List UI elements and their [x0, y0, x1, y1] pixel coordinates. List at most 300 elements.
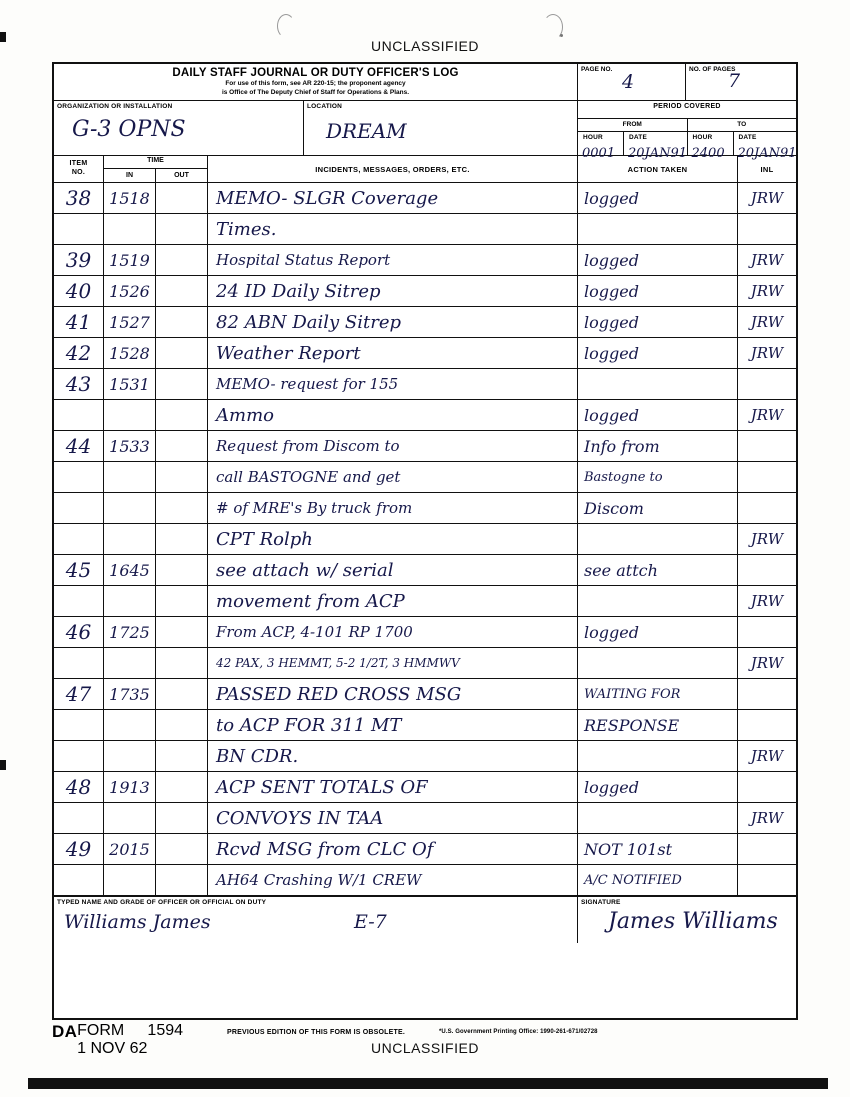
- form-subtitle-line-2: is Office of The Deputy Chief of Staff for Operations & Plans.: [221, 88, 410, 96]
- cell-item: [54, 338, 104, 368]
- cell-time: [104, 183, 208, 213]
- cell-item: [54, 865, 104, 895]
- column-header-inl-label: INL: [760, 164, 774, 174]
- cell-text: [208, 214, 578, 244]
- cell-inl: [738, 865, 796, 895]
- scan-edge-mark: [0, 760, 6, 770]
- cell-item: [54, 772, 104, 802]
- cell-inl: [738, 245, 796, 275]
- cell-in: [104, 307, 156, 337]
- cell-text: [208, 431, 578, 461]
- cell-item-value: 39: [65, 248, 92, 272]
- cell-item-value: 43: [65, 372, 92, 396]
- cell-out: [156, 772, 207, 802]
- cell-in: [104, 617, 156, 647]
- cell-text: [208, 834, 578, 864]
- cell-text-value: Request from Discom to: [216, 437, 400, 455]
- cell-out: [156, 524, 207, 554]
- cell-time: [104, 307, 208, 337]
- cell-in-value: 1533: [109, 436, 150, 456]
- column-header-item-line2: NO.: [71, 169, 86, 176]
- cell-item: [54, 679, 104, 709]
- table-row: [54, 834, 796, 865]
- cell-text-value: CPT Rolph: [216, 528, 313, 550]
- cell-item: [54, 369, 104, 399]
- scan-speck: [560, 34, 563, 37]
- cell-inl-value: JRW: [750, 189, 784, 207]
- organization-cell: [54, 101, 304, 155]
- cell-item: [54, 307, 104, 337]
- typed-name-cell: [54, 897, 578, 943]
- cell-time: [104, 493, 208, 523]
- cell-out: [156, 710, 207, 740]
- cell-action-value: logged: [584, 343, 639, 363]
- cell-in-value: 1528: [109, 343, 150, 363]
- cell-action: [578, 493, 738, 523]
- table-row: [54, 338, 796, 369]
- cell-in-value: 1519: [109, 250, 150, 270]
- cell-action: [578, 586, 738, 616]
- cell-time: [104, 338, 208, 368]
- table-row: [54, 400, 796, 431]
- column-header-item-no: [54, 156, 104, 182]
- classification-footer: UNCLASSIFIED: [371, 1040, 479, 1056]
- cell-out: [156, 679, 207, 709]
- cell-text: [208, 710, 578, 740]
- cell-time: [104, 865, 208, 895]
- cell-out: [156, 834, 207, 864]
- cell-text: [208, 369, 578, 399]
- da-form-1594: [52, 62, 798, 1020]
- cell-item-value: 41: [65, 310, 92, 334]
- cell-in: [104, 741, 156, 771]
- table-row: [54, 431, 796, 462]
- cell-text: [208, 183, 578, 213]
- cell-time: [104, 803, 208, 833]
- footer-form-label-2: 1 NOV 62: [77, 1040, 148, 1057]
- cell-inl: [738, 586, 796, 616]
- cell-item: [54, 710, 104, 740]
- cell-in: [104, 400, 156, 430]
- cell-action: [578, 555, 738, 585]
- cell-text-value: MEMO- SLGR Coverage: [216, 187, 439, 209]
- table-row: [54, 214, 796, 245]
- period-to-label: TO: [737, 121, 747, 128]
- cell-item: [54, 555, 104, 585]
- form-subtitle-line-1: For use of this form, see AR 220-15; the proponent agency: [225, 80, 406, 87]
- cell-inl-value: JRW: [750, 406, 784, 424]
- cell-item: [54, 834, 104, 864]
- cell-text: [208, 338, 578, 368]
- cell-action-value: logged: [584, 405, 639, 425]
- cell-text: [208, 648, 578, 678]
- table-row: [54, 741, 796, 772]
- scan-bottom-bar: [28, 1078, 828, 1089]
- cell-action-value: logged: [584, 188, 639, 208]
- table-row: [54, 710, 796, 741]
- cell-action: [578, 369, 738, 399]
- no-of-pages-label: NO. OF PAGES: [689, 66, 736, 73]
- cell-text: [208, 865, 578, 895]
- cell-item: [54, 462, 104, 492]
- cell-inl: [738, 307, 796, 337]
- location-label: LOCATION: [307, 103, 343, 110]
- page-no-cell: [578, 64, 686, 100]
- cell-in: [104, 431, 156, 461]
- from-date-cell: [624, 132, 688, 161]
- cell-text: [208, 772, 578, 802]
- table-row: [54, 183, 796, 214]
- page-no-value: 4: [622, 71, 635, 93]
- cell-in: [104, 865, 156, 895]
- cell-in-value: 1735: [109, 684, 150, 704]
- cell-inl: [738, 276, 796, 306]
- cell-out: [156, 214, 207, 244]
- cell-text-value: BN CDR.: [216, 745, 299, 767]
- table-row: [54, 648, 796, 679]
- cell-in: [104, 276, 156, 306]
- cell-time: [104, 400, 208, 430]
- cell-inl: [738, 431, 796, 461]
- cell-in-value: 1527: [109, 312, 150, 332]
- cell-item-value: 44: [65, 434, 92, 458]
- cell-item: [54, 214, 104, 244]
- cell-in: [104, 524, 156, 554]
- cell-action-value: WAITING FOR: [584, 686, 681, 702]
- cell-text: [208, 555, 578, 585]
- cell-inl-value: JRW: [750, 282, 784, 300]
- cell-text-value: # of MRE's By truck from: [216, 499, 413, 517]
- cell-inl: [738, 524, 796, 554]
- cell-action-value: Discom: [584, 498, 644, 518]
- cell-text-value: ACP SENT TOTALS OF: [216, 776, 428, 798]
- cell-out: [156, 245, 207, 275]
- cell-action-value: logged: [584, 312, 639, 332]
- cell-text-value: call BASTOGNE and get: [216, 468, 401, 486]
- cell-text-value: From ACP, 4-101 RP 1700: [216, 623, 413, 641]
- column-header-incidents: [208, 156, 578, 182]
- cell-text-value: CONVOYS IN TAA: [216, 807, 384, 829]
- cell-inl: [738, 803, 796, 833]
- cell-text-value: PASSED RED CROSS MSG: [216, 683, 462, 705]
- log-entries-table: [54, 183, 796, 896]
- cell-text: [208, 803, 578, 833]
- cell-text-value: movement from ACP: [216, 590, 405, 612]
- cell-in-value: 1518: [109, 188, 150, 208]
- cell-time: [104, 276, 208, 306]
- cell-out: [156, 183, 207, 213]
- table-row: [54, 524, 796, 555]
- cell-action: [578, 245, 738, 275]
- cell-text-value: Ammo: [216, 404, 274, 426]
- cell-in: [104, 183, 156, 213]
- cell-time: [104, 245, 208, 275]
- cell-out: [156, 617, 207, 647]
- cell-action: [578, 772, 738, 802]
- cell-text-value: MEMO- request for 155: [216, 375, 399, 393]
- cell-in: [104, 586, 156, 616]
- cell-out: [156, 369, 207, 399]
- from-hour-value: 0001: [582, 146, 616, 161]
- cell-in: [104, 772, 156, 802]
- cell-out: [156, 462, 207, 492]
- cell-action: [578, 400, 738, 430]
- cell-text-value: Hospital Status Report: [216, 251, 391, 269]
- cell-action-value: Bastogne to: [584, 469, 663, 485]
- table-row: [54, 617, 796, 648]
- form-title-cell: [54, 64, 578, 100]
- cell-in: [104, 710, 156, 740]
- column-header-time-label: TIME: [104, 156, 207, 169]
- cell-inl: [738, 493, 796, 523]
- cell-action-value: A/C NOTIFIED: [584, 872, 682, 888]
- cell-item: [54, 400, 104, 430]
- cell-text-value: 24 ID Daily Sitrep: [216, 280, 381, 302]
- cell-inl-value: JRW: [750, 654, 784, 672]
- from-hour-label: HOUR: [583, 134, 603, 141]
- column-header-time: [104, 156, 208, 182]
- cell-in: [104, 803, 156, 833]
- cell-out: [156, 400, 207, 430]
- cell-text-value: 42 PAX, 3 HEMMT, 5-2 1/2T, 3 HMMWV: [216, 656, 460, 670]
- cell-item: [54, 648, 104, 678]
- to-date-value: 20JAN91: [737, 146, 797, 161]
- cell-text: [208, 524, 578, 554]
- footer-gpo-line: *U.S. Government Printing Office: 1990-261-671/02728: [438, 1029, 598, 1035]
- table-column-headers: [54, 156, 796, 183]
- cell-action-value: logged: [584, 250, 639, 270]
- cell-in: [104, 555, 156, 585]
- table-row: [54, 865, 796, 896]
- cell-item-value: 46: [65, 620, 92, 644]
- typed-name-label: TYPED NAME AND GRADE OF OFFICER OR OFFICIAL ON DUTY: [57, 899, 267, 906]
- table-row: [54, 679, 796, 710]
- column-header-incidents-label: INCIDENTS, MESSAGES, ORDERS, ETC.: [315, 164, 470, 174]
- cell-time: [104, 648, 208, 678]
- cell-inl: [738, 555, 796, 585]
- cell-inl: [738, 369, 796, 399]
- cell-action: [578, 803, 738, 833]
- cell-in: [104, 369, 156, 399]
- cell-in-value: 1645: [109, 560, 150, 580]
- from-date-value: 20JAN91: [628, 146, 688, 161]
- cell-action: [578, 834, 738, 864]
- cell-text-value: Rcvd MSG from CLC Of: [216, 838, 434, 860]
- table-row: [54, 307, 796, 338]
- cell-in: [104, 338, 156, 368]
- to-date-label: DATE: [738, 134, 757, 141]
- page-no-label: PAGE NO.: [581, 66, 613, 73]
- cell-text: [208, 462, 578, 492]
- cell-action: [578, 679, 738, 709]
- cell-in-value: 1531: [109, 374, 150, 394]
- cell-text: [208, 493, 578, 523]
- cell-out: [156, 338, 207, 368]
- cell-time: [104, 524, 208, 554]
- cell-text: [208, 741, 578, 771]
- no-of-pages-cell: [686, 64, 796, 100]
- cell-in: [104, 834, 156, 864]
- cell-out: [156, 276, 207, 306]
- cell-time: [104, 369, 208, 399]
- cell-inl: [738, 400, 796, 430]
- cell-time: [104, 431, 208, 461]
- table-row: [54, 462, 796, 493]
- cell-time: [104, 462, 208, 492]
- cell-out: [156, 431, 207, 461]
- cell-item-value: 42: [65, 341, 92, 365]
- to-hour-value: 2400: [691, 146, 725, 161]
- cell-inl-value: JRW: [750, 530, 784, 548]
- cell-in: [104, 679, 156, 709]
- cell-inl-value: JRW: [750, 251, 784, 269]
- table-row: [54, 493, 796, 524]
- table-row: [54, 276, 796, 307]
- cell-item: [54, 586, 104, 616]
- cell-inl: [738, 617, 796, 647]
- cell-out: [156, 555, 207, 585]
- cell-text: [208, 679, 578, 709]
- footer-form-label-1: FORM: [77, 1022, 125, 1039]
- column-header-action-label: ACTION TAKEN: [627, 164, 688, 174]
- cell-inl: [738, 338, 796, 368]
- table-row: [54, 586, 796, 617]
- column-header-out: OUT: [174, 172, 189, 179]
- cell-action-value: NOT 101st: [584, 839, 673, 859]
- cell-text: [208, 617, 578, 647]
- organization-label: ORGANIZATION OR INSTALLATION: [57, 103, 173, 110]
- cell-inl: [738, 183, 796, 213]
- cell-time: [104, 772, 208, 802]
- cell-item-value: 45: [65, 558, 92, 582]
- cell-inl-value: JRW: [750, 747, 784, 765]
- form-title: DAILY STAFF JOURNAL OR DUTY OFFICER'S LOG: [172, 67, 459, 79]
- cell-time: [104, 679, 208, 709]
- cell-in: [104, 493, 156, 523]
- cell-item: [54, 493, 104, 523]
- cell-time: [104, 834, 208, 864]
- cell-item: [54, 524, 104, 554]
- cell-out: [156, 493, 207, 523]
- cell-in-value: 2015: [109, 839, 150, 859]
- cell-item-value: 48: [65, 775, 92, 799]
- cell-text: [208, 307, 578, 337]
- cell-item: [54, 183, 104, 213]
- cell-action: [578, 462, 738, 492]
- cell-action: [578, 183, 738, 213]
- location-cell: [304, 101, 578, 155]
- signature-cell: [578, 897, 796, 943]
- table-row: [54, 245, 796, 276]
- cell-time: [104, 617, 208, 647]
- cell-action: [578, 865, 738, 895]
- typed-name-value: Williams James: [64, 911, 211, 933]
- cell-time: [104, 555, 208, 585]
- cell-action: [578, 307, 738, 337]
- cell-inl-value: JRW: [750, 344, 784, 362]
- cell-item-value: 49: [65, 837, 92, 861]
- cell-inl: [738, 679, 796, 709]
- cell-action: [578, 617, 738, 647]
- cell-out: [156, 586, 207, 616]
- table-row: [54, 555, 796, 586]
- cell-inl-value: JRW: [750, 592, 784, 610]
- cell-in: [104, 245, 156, 275]
- table-row: [54, 772, 796, 803]
- cell-text-value: AH64 Crashing W/1 CREW: [216, 871, 422, 889]
- to-hour-cell: [688, 132, 734, 161]
- cell-action: [578, 214, 738, 244]
- column-header-inl: [738, 156, 796, 182]
- cell-inl-value: JRW: [750, 313, 784, 331]
- cell-action: [578, 338, 738, 368]
- cell-inl: [738, 741, 796, 771]
- cell-in: [104, 648, 156, 678]
- location-value: DREAM: [326, 119, 407, 143]
- footer-da-label: DA: [52, 1022, 78, 1041]
- cell-item-value: 38: [65, 186, 92, 210]
- cell-text-value: Times.: [216, 218, 277, 240]
- cell-item-value: 47: [65, 682, 92, 706]
- to-hour-label: HOUR: [692, 134, 713, 141]
- signature-label: SIGNATURE: [581, 899, 621, 906]
- from-date-label: DATE: [629, 134, 648, 141]
- cell-action-value: see attch: [584, 560, 658, 580]
- signature-value: James Williams: [608, 909, 778, 934]
- period-from-label: FROM: [578, 119, 688, 131]
- cell-out: [156, 307, 207, 337]
- cell-text-value: to ACP FOR 311 MT: [216, 714, 402, 736]
- cell-time: [104, 214, 208, 244]
- cell-inl-value: JRW: [750, 809, 784, 827]
- column-header-action: [578, 156, 738, 182]
- typed-grade-value: E-7: [354, 911, 387, 933]
- signature-block-row: [54, 896, 796, 943]
- cell-out: [156, 741, 207, 771]
- cell-action: [578, 431, 738, 461]
- hole-punch-mark: [277, 14, 295, 38]
- cell-in: [104, 214, 156, 244]
- column-header-item-line1: ITEM: [69, 160, 88, 167]
- footer-form-number: 1594: [147, 1022, 184, 1039]
- period-covered-label: PERIOD COVERED: [578, 101, 796, 119]
- cell-item: [54, 803, 104, 833]
- column-header-in: IN: [104, 169, 156, 182]
- cell-time: [104, 741, 208, 771]
- cell-item-value: 40: [65, 279, 92, 303]
- cell-inl: [738, 772, 796, 802]
- cell-text: [208, 276, 578, 306]
- table-row: [54, 803, 796, 834]
- cell-item: [54, 245, 104, 275]
- cell-inl: [738, 214, 796, 244]
- cell-item: [54, 276, 104, 306]
- cell-time: [104, 586, 208, 616]
- cell-inl: [738, 834, 796, 864]
- cell-action-value: Info from: [584, 436, 660, 456]
- cell-time: [104, 710, 208, 740]
- cell-item: [54, 431, 104, 461]
- classification-header: UNCLASSIFIED: [371, 38, 479, 54]
- cell-action: [578, 524, 738, 554]
- cell-in-value: 1913: [109, 777, 150, 797]
- cell-out: [156, 803, 207, 833]
- cell-text-value: see attach w/ serial: [216, 559, 394, 581]
- cell-text-value: Weather Report: [216, 342, 361, 364]
- cell-inl: [738, 648, 796, 678]
- cell-out: [156, 865, 207, 895]
- cell-out: [156, 648, 207, 678]
